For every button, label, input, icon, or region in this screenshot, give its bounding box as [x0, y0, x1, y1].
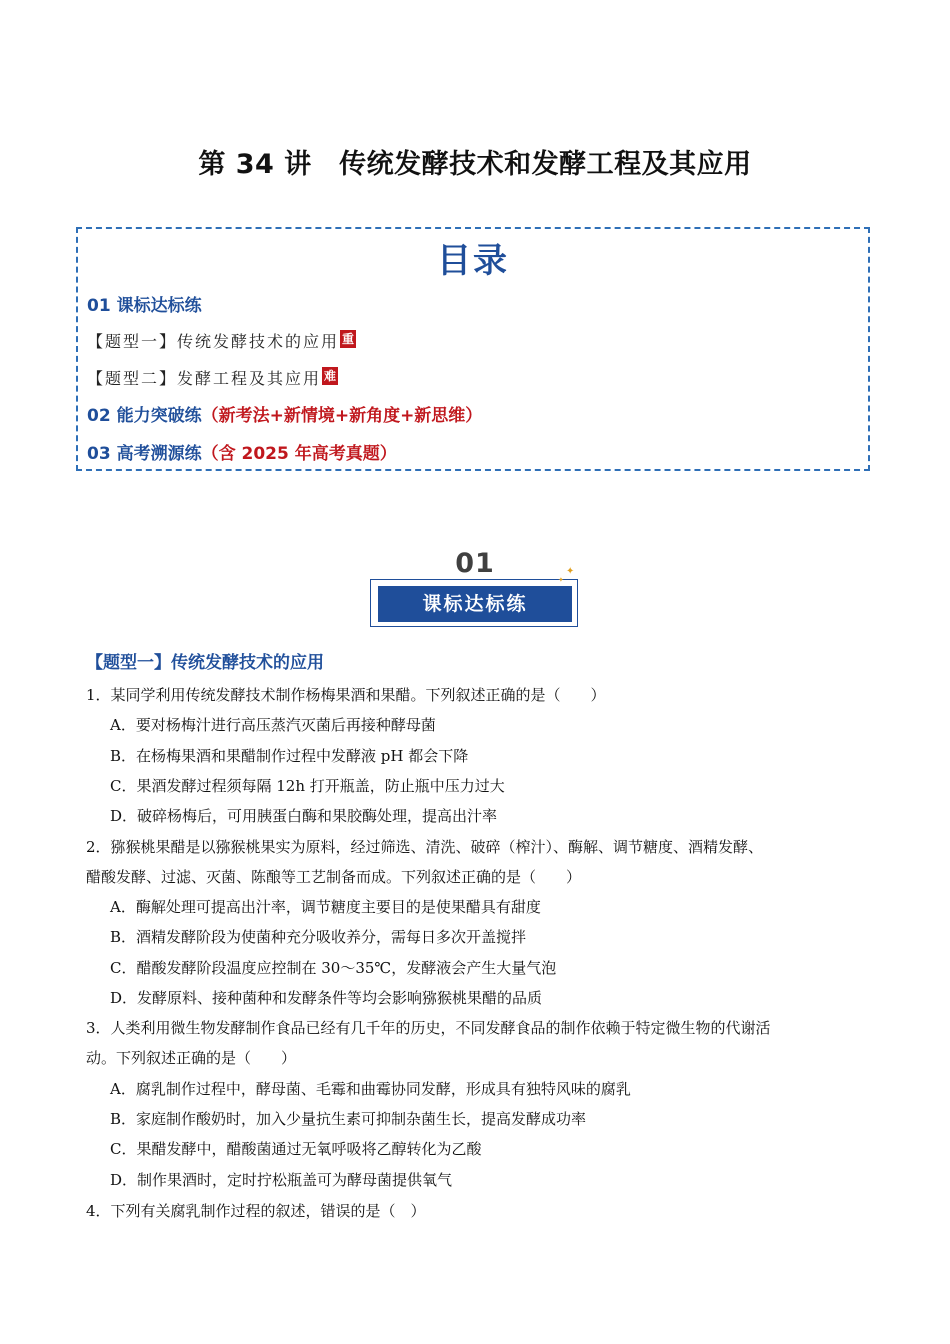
toc-section-2-label: 02 能力突破练: [87, 406, 202, 426]
toc-section-1-label: 01 课标达标练: [87, 296, 202, 316]
question-option: B．家庭制作酸奶时，加入少量抗生素可抑制杂菌生长，提高发酵成功率: [110, 1110, 587, 1128]
section-number: 01: [455, 548, 495, 579]
toc-subsection-1-label: 【题型一】传统发酵技术的应用: [87, 332, 340, 351]
question-type-heading: 【题型一】传统发酵技术的应用: [86, 653, 324, 673]
section-banner: [368, 548, 582, 632]
banner-box: [378, 586, 572, 622]
question-stem: 醋酸发酵、过滤、灭菌、陈酿等工艺制备而成。下列叙述正确的是（ ）: [86, 868, 582, 886]
question-option: C．醋酸发酵阶段温度应控制在 30～35℃，发酵液会产生大量气泡: [110, 959, 557, 977]
question-stem: 1．某同学利用传统发酵技术制作杨梅果酒和果醋。下列叙述正确的是（ ）: [86, 686, 606, 704]
sparkle-icon: ✦: [566, 566, 575, 577]
question-option: D．破碎杨梅后，可用胰蛋白酶和果胶酶处理，提高出汁率: [110, 807, 498, 825]
toc-subsection-1[interactable]: [87, 329, 356, 352]
toc-section-3-note: （含 2025 年高考真题）: [201, 444, 397, 464]
toc-section-3[interactable]: [87, 439, 397, 464]
question-stem: 4．下列有关腐乳制作过程的叙述，错误的是（ ）: [86, 1202, 426, 1220]
question-option: B．酒精发酵阶段为使菌种充分吸收养分，需每日多次开盖搅拌: [110, 928, 527, 946]
question-stem: 3．人类利用微生物发酵制作食品已经有几千年的历史，不同发酵食品的制作依赖于特定微生物的代谢活: [86, 1019, 771, 1037]
toc-section-2-note: （新考法+新情境+新角度+新思维）: [201, 406, 483, 426]
question-option: B．在杨梅果酒和果醋制作过程中发酵液 pH 都会下降: [110, 747, 469, 765]
page-title: 第 34 讲 传统发酵技术和发酵工程及其应用: [198, 149, 752, 180]
toc-subsection-2-label: 【题型二】发酵工程及其应用: [87, 369, 322, 388]
toc-subsection-2[interactable]: [87, 366, 338, 389]
question-stem: 动。下列叙述正确的是（ ）: [86, 1049, 297, 1067]
question-stem: 2．猕猴桃果醋是以猕猴桃果实为原料，经过筛选、清洗、破碎（榨汁）、酶解、调节糖度、酒精发酵、: [86, 838, 764, 856]
question-option: C．果醋发酵中，醋酸菌通过无氧呼吸将乙醇转化为乙酸: [110, 1140, 482, 1158]
table-of-contents: [76, 227, 870, 471]
difficulty-badge: 难: [324, 369, 337, 383]
toc-heading: 目录: [437, 241, 509, 281]
importance-badge: 重: [342, 332, 355, 346]
question-option: A．酶解处理可提高出汁率，调节糖度主要目的是使果醋具有甜度: [110, 898, 541, 916]
question-option: A．腐乳制作过程中，酵母菌、毛霉和曲霉协同发酵，形成具有独特风味的腐乳: [110, 1080, 631, 1098]
question-option: A．要对杨梅汁进行高压蒸汽灭菌后再接种酵母菌: [110, 716, 436, 734]
toc-section-1[interactable]: [87, 291, 202, 316]
toc-section-3-label: 03 高考溯源练: [87, 444, 202, 464]
question-option: D．发酵原料、接种菌种和发酵条件等均会影响猕猴桃果醋的品质: [110, 989, 543, 1007]
section-label: 课标达标练: [422, 593, 528, 615]
question-option: C．果酒发酵过程须每隔 12h 打开瓶盖，防止瓶中压力过大: [110, 777, 505, 795]
sparkle-icon: ✦: [558, 576, 564, 584]
toc-section-2[interactable]: [87, 401, 482, 426]
question-option: D．制作果酒时，定时拧松瓶盖可为酵母菌提供氧气: [110, 1171, 453, 1189]
